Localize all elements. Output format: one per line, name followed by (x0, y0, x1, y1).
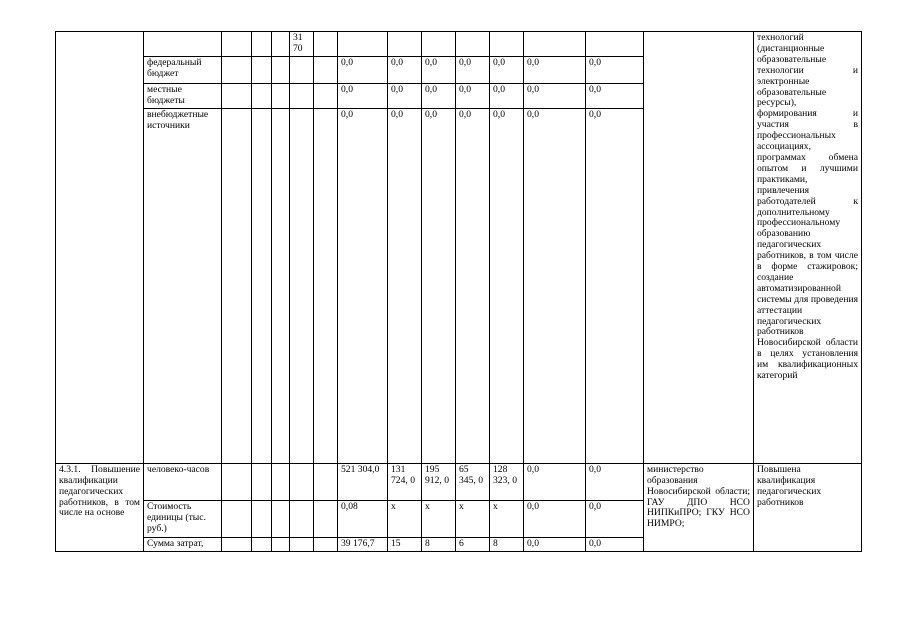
value-cell: 0,0 (524, 500, 586, 537)
value-cell: 0,0 (422, 56, 456, 83)
value-cell: 0,0 (524, 463, 586, 500)
value-cell: 0,0 (524, 83, 586, 108)
code-cell: 31 70 (290, 32, 314, 57)
value-cell: 0,0 (586, 108, 644, 463)
value-cell: 0,0 (388, 56, 422, 83)
value-cell: 0,0 (422, 83, 456, 108)
blank-cell (456, 32, 490, 57)
value-cell: 8 (490, 537, 524, 551)
value-cell: 0,0 (456, 108, 490, 463)
indicator-row (56, 463, 862, 500)
blank-cell (422, 32, 456, 57)
indicator-label: человеко-часов (144, 463, 222, 500)
code-row (56, 32, 862, 57)
value-cell: 0,0 (586, 56, 644, 83)
value-cell: 0,0 (338, 108, 388, 463)
blank-section-cell (56, 32, 144, 464)
value-cell: х (422, 500, 456, 537)
value-cell: 128 323, 0 (490, 463, 524, 500)
blank-cell (524, 32, 586, 57)
funding-source: внебюджетные источники (144, 108, 222, 463)
value-cell: 0,0 (586, 463, 644, 500)
value-cell: 195 912, 0 (422, 463, 456, 500)
result-cell: Повышена квалификация педагогических работников (754, 463, 862, 551)
value-cell: 0,0 (388, 83, 422, 108)
blank-cell (490, 32, 524, 57)
executor-cell: министерство образования Новосибирской области; ГАУ ДПО НСО НИПКиПРО; ГКУ НСО НИМРО; (644, 463, 754, 551)
value-cell: 0,0 (388, 108, 422, 463)
value-cell: 0,0 (338, 83, 388, 108)
blank-cell (144, 32, 222, 57)
value-cell: 39 176,7 (338, 537, 388, 551)
value-cell: 0,0 (524, 108, 586, 463)
blank-cell (338, 32, 388, 57)
blank-cell (272, 32, 290, 57)
value-cell: 0,0 (524, 56, 586, 83)
value-cell: 0,0 (524, 537, 586, 551)
value-cell: 0,08 (338, 500, 388, 537)
value-cell: 6 (456, 537, 490, 551)
funding-source: федеральный бюджет (144, 56, 222, 83)
value-cell: 0,0 (422, 108, 456, 463)
blank-cell (252, 32, 272, 57)
blank-cell (388, 32, 422, 57)
value-cell: 0,0 (586, 83, 644, 108)
value-cell: 0,0 (490, 108, 524, 463)
section-title: 4.3.1. Повышение квалификации педагогических работников, в том числе на основе (56, 463, 144, 551)
value-cell: 0,0 (586, 500, 644, 537)
value-cell: 521 304,0 (338, 463, 388, 500)
value-cell: х (490, 500, 524, 537)
value-cell: х (388, 500, 422, 537)
value-cell: 0,0 (456, 83, 490, 108)
blank-cell (314, 32, 338, 57)
value-cell: 131 724, 0 (388, 463, 422, 500)
value-cell: 0,0 (490, 56, 524, 83)
value-cell: 8 (422, 537, 456, 551)
value-cell: х (456, 500, 490, 537)
indicator-label: Сумма затрат, (144, 537, 222, 551)
budget-table (55, 31, 862, 552)
blank-cell (586, 32, 644, 57)
value-cell: 15 (388, 537, 422, 551)
value-cell: 0,0 (456, 56, 490, 83)
blank-executor-cell (644, 32, 754, 464)
value-cell: 65 345, 0 (456, 463, 490, 500)
blank-cell (222, 32, 252, 57)
right-note: технологий (дистанционные образовательные технологии и электронные образовательные ресурсы), формирования и участия в профессиональных ассоциациях, программах обмена опытом и лучшими практиками, привлечения работодателей к дополнительному профессиональному образованию педагогических работников, в том числе в форме стажировок; создание автоматизированной системы для проведения аттестации педагогических работников Новосибирской области в целях установления им квалификационных категорий (754, 32, 862, 464)
value-cell: 0,0 (586, 537, 644, 551)
indicator-label: Стоимость единицы (тыс. руб.) (144, 500, 222, 537)
value-cell: 0,0 (490, 83, 524, 108)
funding-source: местные бюджеты (144, 83, 222, 108)
value-cell: 0,0 (338, 56, 388, 83)
